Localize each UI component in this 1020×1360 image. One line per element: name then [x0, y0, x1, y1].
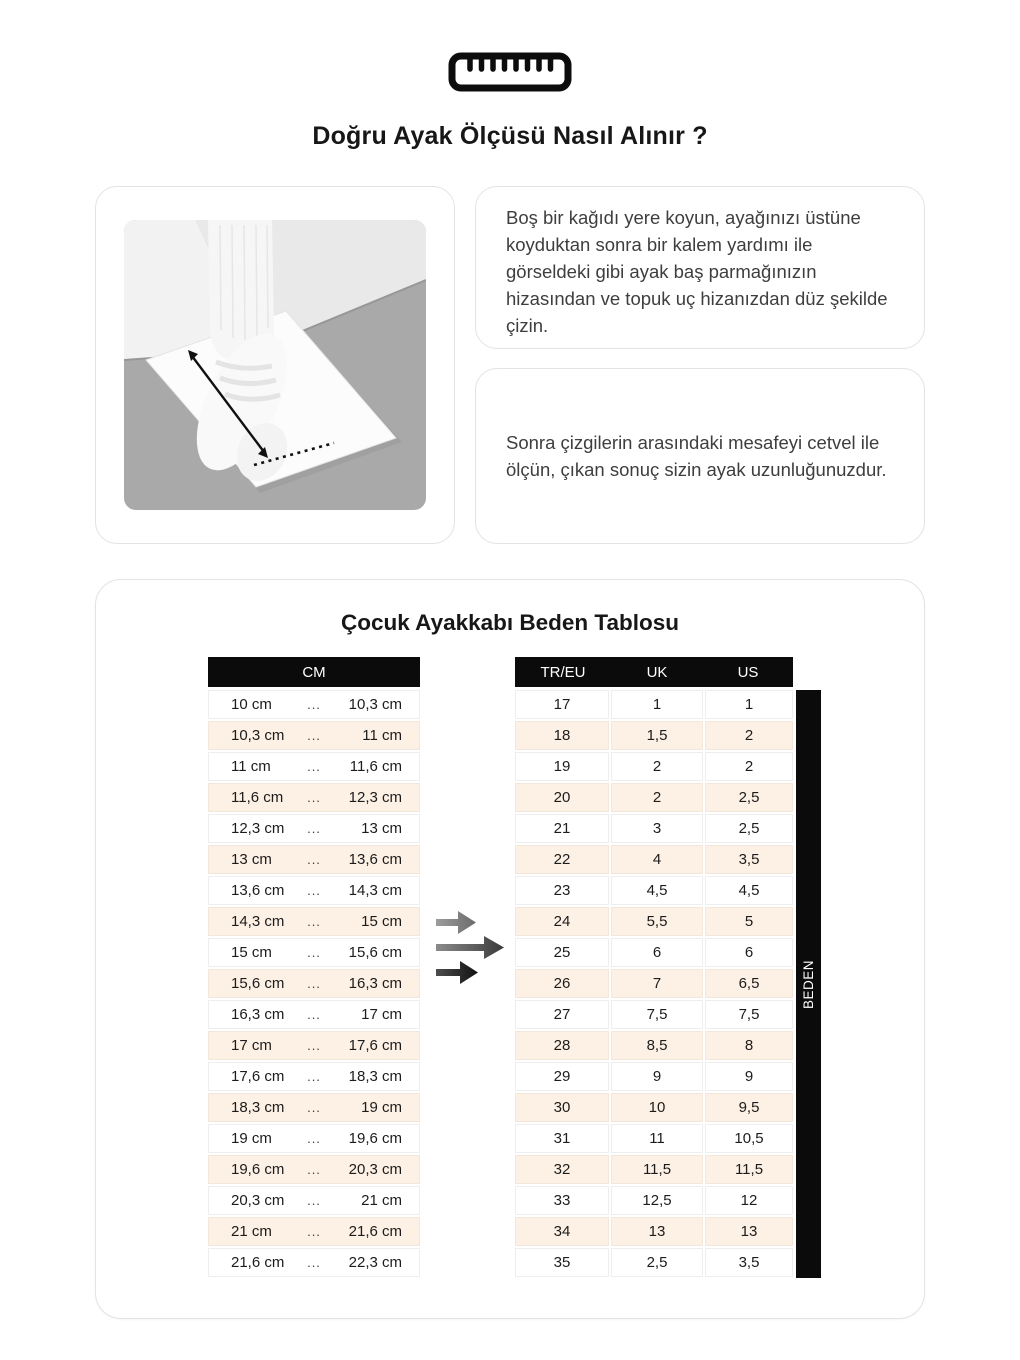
cm-from-value: 21 cm	[231, 1223, 272, 1240]
size-table-row	[515, 1000, 793, 1029]
us-value: 3,5	[705, 845, 793, 874]
cm-from-value: 18,3 cm	[231, 1099, 285, 1116]
cm-to-value: 11,6 cm	[349, 758, 402, 775]
cm-table-row	[208, 876, 420, 905]
cm-table-row	[208, 1124, 420, 1153]
cm-from-value: 17,6 cm	[231, 1068, 285, 1085]
instruction-step-1	[475, 186, 925, 349]
us-value: 8	[705, 1031, 793, 1060]
size-table-row	[515, 1093, 793, 1122]
cm-table	[208, 657, 420, 1279]
uk-value: 7	[611, 969, 703, 998]
treu-value: 34	[515, 1217, 609, 1246]
uk-value: 2,5	[611, 1248, 703, 1277]
uk-value: 2	[611, 783, 703, 812]
treu-value: 24	[515, 907, 609, 936]
cm-table-row	[208, 1000, 420, 1029]
treu-value: 22	[515, 845, 609, 874]
size-table-row	[515, 1031, 793, 1060]
uk-value: 4,5	[611, 876, 703, 905]
us-value: 3,5	[705, 1248, 793, 1277]
uk-value: 1	[611, 690, 703, 719]
uk-value: 1,5	[611, 721, 703, 750]
us-value: 5	[705, 907, 793, 936]
uk-value: 7,5	[611, 1000, 703, 1029]
cm-range-dots: ...	[307, 1224, 321, 1239]
cm-range-dots: ...	[307, 697, 321, 712]
cm-table-row	[208, 1186, 420, 1215]
us-value: 1	[705, 690, 793, 719]
size-table-row	[515, 752, 793, 781]
size-table-row	[515, 845, 793, 874]
us-value: 2	[705, 752, 793, 781]
cm-from-value: 17 cm	[231, 1037, 272, 1054]
treu-value: 18	[515, 721, 609, 750]
size-table-row	[515, 969, 793, 998]
size-table-row	[515, 1124, 793, 1153]
cm-from-value: 10 cm	[231, 696, 272, 713]
cm-range-dots: ...	[307, 1255, 321, 1270]
cm-to-value: 13 cm	[361, 820, 402, 837]
size-table-row	[515, 721, 793, 750]
us-value: 11,5	[705, 1155, 793, 1184]
cm-table-row	[208, 1248, 420, 1277]
cm-table-row	[208, 1031, 420, 1060]
uk-value: 4	[611, 845, 703, 874]
cm-range-dots: ...	[307, 1069, 321, 1084]
page-title: Doğru Ayak Ölçüsü Nasıl Alınır ?	[312, 122, 708, 150]
cm-from-value: 13 cm	[231, 851, 272, 868]
size-table-row	[515, 1248, 793, 1277]
us-value: 6,5	[705, 969, 793, 998]
cm-range-dots: ...	[307, 790, 321, 805]
size-header-us: US	[737, 663, 759, 681]
treu-value: 33	[515, 1186, 609, 1215]
foot-measurement-card	[95, 186, 455, 544]
cm-table-row	[208, 845, 420, 874]
instruction-step-2-text: Sonra çizgilerin arasındaki mesafeyi cetvel ile ölçün, çıkan sonuç sizin ayak uzunluğunuzdur.	[506, 432, 887, 480]
uk-value: 10	[611, 1093, 703, 1122]
cm-range-dots: ...	[307, 1193, 321, 1208]
cm-range-dots: ...	[307, 914, 321, 929]
treu-value: 23	[515, 876, 609, 905]
treu-value: 31	[515, 1124, 609, 1153]
cm-to-value: 20,3 cm	[348, 1161, 402, 1178]
cm-to-value: 17,6 cm	[348, 1037, 402, 1054]
cm-to-value: 18,3 cm	[348, 1068, 402, 1085]
size-table-row	[515, 1155, 793, 1184]
beden-side-bar	[796, 690, 821, 1278]
treu-value: 29	[515, 1062, 609, 1091]
cm-to-value: 22,3 cm	[348, 1254, 402, 1271]
size-table	[515, 657, 793, 1279]
us-value: 13	[705, 1217, 793, 1246]
cm-range-dots: ...	[307, 821, 321, 836]
treu-value: 21	[515, 814, 609, 843]
treu-value: 17	[515, 690, 609, 719]
transfer-arrows-icon	[434, 907, 508, 985]
cm-range-dots: ...	[307, 976, 321, 991]
size-header-uk: UK	[646, 663, 668, 681]
cm-table-row	[208, 752, 420, 781]
cm-range-dots: ...	[307, 883, 321, 898]
cm-range-dots: ...	[307, 852, 321, 867]
uk-value: 11,5	[611, 1155, 703, 1184]
treu-value: 32	[515, 1155, 609, 1184]
size-table-row	[515, 876, 793, 905]
cm-to-value: 13,6 cm	[348, 851, 402, 868]
cm-table-row	[208, 721, 420, 750]
cm-to-value: 15,6 cm	[348, 944, 402, 961]
instruction-step-2	[475, 368, 925, 544]
cm-to-value: 19,6 cm	[348, 1130, 402, 1147]
us-value: 6	[705, 938, 793, 967]
treu-value: 30	[515, 1093, 609, 1122]
instruction-step-1-text: Boş bir kağıdı yere koyun, ayağınızı üstüne koyduktan sonra bir kalem yardımı ile görseldeki gibi ayak baş parmağınızın hizasından ve topuk uç hizanızdan düz şekilde çizin.	[506, 207, 888, 336]
cm-table-body	[208, 690, 420, 1277]
cm-from-value: 15,6 cm	[231, 975, 285, 992]
beden-side-label: BEDEN	[801, 959, 817, 1009]
cm-table-row	[208, 814, 420, 843]
cm-header-label: CM	[302, 663, 326, 681]
cm-range-dots: ...	[307, 1162, 321, 1177]
uk-value: 6	[611, 938, 703, 967]
size-table-row	[515, 783, 793, 812]
uk-value: 3	[611, 814, 703, 843]
size-table-row	[515, 907, 793, 936]
treu-value: 28	[515, 1031, 609, 1060]
cm-range-dots: ...	[307, 1100, 321, 1115]
ruler-icon	[448, 52, 572, 92]
size-table-row	[515, 1062, 793, 1091]
cm-from-value: 20,3 cm	[231, 1192, 285, 1209]
size-table-body	[515, 690, 793, 1277]
cm-from-value: 16,3 cm	[231, 1006, 285, 1023]
cm-from-value: 15 cm	[231, 944, 272, 961]
cm-to-value: 19 cm	[361, 1099, 402, 1116]
size-tables-area	[96, 657, 924, 1279]
treu-value: 26	[515, 969, 609, 998]
treu-value: 27	[515, 1000, 609, 1029]
cm-to-value: 12,3 cm	[348, 789, 402, 806]
us-value: 9,5	[705, 1093, 793, 1122]
us-value: 12	[705, 1186, 793, 1215]
cm-table-row	[208, 1093, 420, 1122]
us-value: 9	[705, 1062, 793, 1091]
cm-from-value: 12,3 cm	[231, 820, 285, 837]
cm-from-value: 11 cm	[231, 758, 271, 775]
cm-from-value: 21,6 cm	[231, 1254, 285, 1271]
uk-value: 2	[611, 752, 703, 781]
cm-to-value: 21 cm	[361, 1192, 402, 1209]
us-value: 10,5	[705, 1124, 793, 1153]
cm-to-value: 15 cm	[361, 913, 402, 930]
treu-value: 20	[515, 783, 609, 812]
cm-from-value: 19 cm	[231, 1130, 272, 1147]
us-value: 7,5	[705, 1000, 793, 1029]
cm-range-dots: ...	[307, 1131, 321, 1146]
us-value: 2,5	[705, 814, 793, 843]
cm-from-value: 19,6 cm	[231, 1161, 285, 1178]
instructions-section	[95, 186, 925, 544]
cm-range-dots: ...	[307, 945, 321, 960]
size-table-row	[515, 690, 793, 719]
cm-to-value: 17 cm	[361, 1006, 402, 1023]
size-table-row	[515, 1186, 793, 1215]
cm-from-value: 10,3 cm	[231, 727, 285, 744]
cm-to-value: 16,3 cm	[348, 975, 402, 992]
cm-table-header	[208, 657, 420, 687]
cm-table-row	[208, 1062, 420, 1091]
cm-table-row	[208, 1155, 420, 1184]
size-table-row	[515, 1217, 793, 1246]
size-chart-card	[95, 579, 925, 1319]
cm-table-row	[208, 907, 420, 936]
instruction-steps	[475, 186, 925, 544]
cm-to-value: 10,3 cm	[348, 696, 402, 713]
size-table-row	[515, 814, 793, 843]
us-value: 2	[705, 721, 793, 750]
cm-table-row	[208, 1217, 420, 1246]
cm-range-dots: ...	[307, 1038, 321, 1053]
uk-value: 5,5	[611, 907, 703, 936]
uk-value: 9	[611, 1062, 703, 1091]
us-value: 2,5	[705, 783, 793, 812]
cm-to-value: 14,3 cm	[348, 882, 402, 899]
cm-table-row	[208, 938, 420, 967]
treu-value: 25	[515, 938, 609, 967]
cm-to-value: 21,6 cm	[348, 1223, 402, 1240]
header-icon-area	[0, 0, 1020, 92]
cm-range-dots: ...	[307, 1007, 321, 1022]
treu-value: 35	[515, 1248, 609, 1277]
uk-value: 12,5	[611, 1186, 703, 1215]
size-header-treu: TR/EU	[540, 663, 586, 681]
treu-value: 19	[515, 752, 609, 781]
uk-value: 8,5	[611, 1031, 703, 1060]
cm-range-dots: ...	[307, 759, 321, 774]
cm-table-row	[208, 969, 420, 998]
size-chart-title: Çocuk Ayakkabı Beden Tablosu	[340, 610, 679, 635]
cm-to-value: 11 cm	[362, 727, 402, 744]
uk-value: 11	[611, 1124, 703, 1153]
cm-from-value: 14,3 cm	[231, 913, 285, 930]
size-table-row	[515, 938, 793, 967]
cm-table-row	[208, 690, 420, 719]
size-table-header	[515, 657, 793, 687]
cm-from-value: 13,6 cm	[231, 882, 285, 899]
cm-range-dots: ...	[307, 728, 321, 743]
cm-from-value: 11,6 cm	[231, 789, 284, 806]
us-value: 4,5	[705, 876, 793, 905]
foot-measurement-photo	[124, 220, 426, 510]
cm-table-row	[208, 783, 420, 812]
uk-value: 13	[611, 1217, 703, 1246]
